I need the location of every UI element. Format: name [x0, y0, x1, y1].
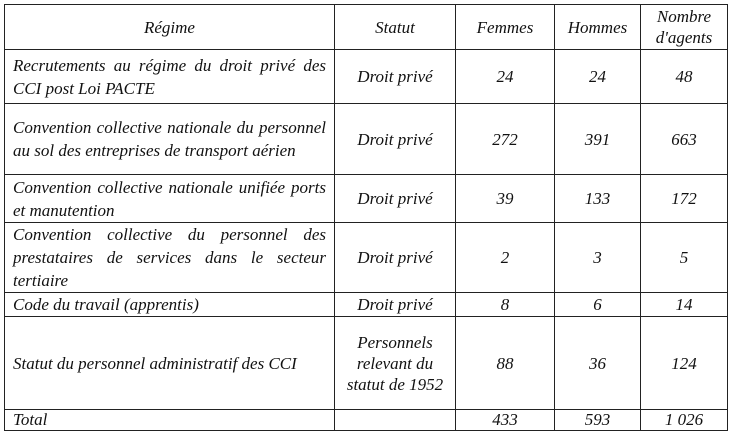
header-row	[5, 5, 728, 50]
cell-hommes: 3	[555, 223, 641, 293]
total-agents: 1 026	[641, 410, 728, 431]
header-nombre-line2: d'agents	[655, 28, 713, 47]
header-regime: Régime	[5, 5, 335, 50]
table-row	[5, 175, 728, 223]
cell-hommes: 6	[555, 293, 641, 317]
agents-table	[4, 4, 728, 431]
header-statut: Statut	[335, 5, 456, 50]
cell-hommes: 24	[555, 50, 641, 104]
cell-statut: Droit privé	[335, 223, 456, 293]
cell-total: 5	[641, 223, 728, 293]
cell-regime: Convention collective du personnel des prestataires de services dans le secteur tertiaire	[5, 223, 335, 293]
cell-femmes: 24	[456, 50, 555, 104]
cell-total: 172	[641, 175, 728, 223]
total-femmes: 433	[456, 410, 555, 431]
table-row	[5, 104, 728, 175]
cell-statut: Droit privé	[335, 175, 456, 223]
cell-statut: Personnels relevant du statut de 1952	[335, 317, 456, 410]
table-row	[5, 317, 728, 410]
cell-regime: Recrutements au régime du droit privé des CCI post Loi PACTE	[5, 50, 335, 104]
table-row	[5, 223, 728, 293]
cell-femmes: 39	[456, 175, 555, 223]
header-femmes: Femmes	[456, 5, 555, 50]
cell-femmes: 2	[456, 223, 555, 293]
header-nombre-agents	[641, 5, 728, 50]
cell-total: 124	[641, 317, 728, 410]
cell-statut: Droit privé	[335, 293, 456, 317]
cell-statut: Droit privé	[335, 50, 456, 104]
cell-regime: Convention collective nationale du personnel au sol des entreprises de transport aérien	[5, 104, 335, 175]
cell-hommes: 133	[555, 175, 641, 223]
cell-regime: Code du travail (apprentis)	[5, 293, 335, 317]
table-row	[5, 293, 728, 317]
total-hommes: 593	[555, 410, 641, 431]
header-hommes: Hommes	[555, 5, 641, 50]
cell-hommes: 36	[555, 317, 641, 410]
total-row	[5, 410, 728, 431]
cell-femmes: 8	[456, 293, 555, 317]
cell-total: 48	[641, 50, 728, 104]
header-nombre-line1: Nombre	[656, 7, 712, 26]
cell-regime: Statut du personnel administratif des CCI	[5, 317, 335, 410]
cell-total: 663	[641, 104, 728, 175]
total-label: Total	[5, 410, 335, 431]
total-statut-empty	[335, 410, 456, 431]
cell-regime: Convention collective nationale unifiée ports et manutention	[5, 175, 335, 223]
cell-femmes: 272	[456, 104, 555, 175]
cell-statut: Droit privé	[335, 104, 456, 175]
cell-hommes: 391	[555, 104, 641, 175]
cell-total: 14	[641, 293, 728, 317]
cell-femmes: 88	[456, 317, 555, 410]
table-row	[5, 50, 728, 104]
